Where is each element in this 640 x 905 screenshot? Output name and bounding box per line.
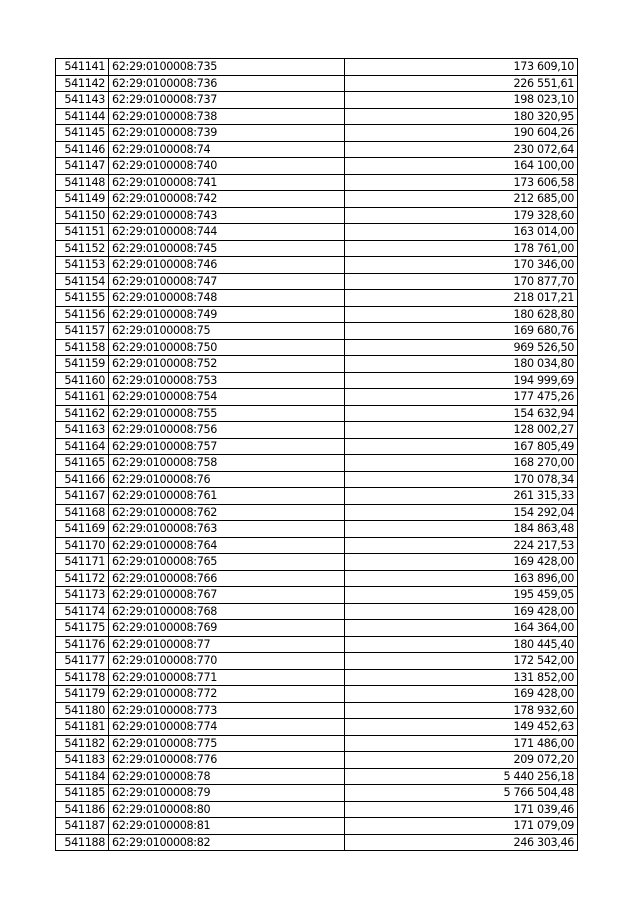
cadastral-value-cell: 5 440 256,18 bbox=[345, 768, 578, 785]
row-number-cell: 541187 bbox=[56, 818, 109, 835]
row-number-cell: 541167 bbox=[56, 488, 109, 505]
cadastral-number-cell: 62:29:0100008:775 bbox=[109, 735, 345, 752]
row-number-cell: 541148 bbox=[56, 174, 109, 191]
cadastral-number-cell: 62:29:0100008:754 bbox=[109, 389, 345, 406]
row-number-cell: 541179 bbox=[56, 686, 109, 703]
table-row bbox=[56, 686, 578, 703]
row-number-cell: 541145 bbox=[56, 125, 109, 142]
row-number-cell: 541172 bbox=[56, 570, 109, 587]
cadastral-value-cell: 180 034,80 bbox=[345, 356, 578, 373]
table-row bbox=[56, 372, 578, 389]
cadastral-number-cell: 62:29:0100008:739 bbox=[109, 125, 345, 142]
row-number-cell: 541163 bbox=[56, 422, 109, 439]
cadastral-number-cell: 62:29:0100008:772 bbox=[109, 686, 345, 703]
row-number-cell: 541186 bbox=[56, 801, 109, 818]
table-row bbox=[56, 257, 578, 274]
cadastral-number-cell: 62:29:0100008:735 bbox=[109, 59, 345, 76]
cadastral-value-cell: 173 609,10 bbox=[345, 59, 578, 76]
cadastral-value-cell: 246 303,46 bbox=[345, 834, 578, 851]
table-row bbox=[56, 818, 578, 835]
cadastral-number-cell: 62:29:0100008:744 bbox=[109, 224, 345, 241]
cadastral-value-cell: 190 604,26 bbox=[345, 125, 578, 142]
table-row bbox=[56, 339, 578, 356]
cadastral-value-cell: 169 428,00 bbox=[345, 554, 578, 571]
cadastral-value-cell: 154 292,04 bbox=[345, 504, 578, 521]
table-row bbox=[56, 75, 578, 92]
table-row bbox=[56, 356, 578, 373]
table-row bbox=[56, 653, 578, 670]
table-row bbox=[56, 554, 578, 571]
cadastral-value-cell: 226 551,61 bbox=[345, 75, 578, 92]
table-row bbox=[56, 174, 578, 191]
table-row bbox=[56, 620, 578, 637]
row-number-cell: 541154 bbox=[56, 273, 109, 290]
cadastral-value-cell: 170 877,70 bbox=[345, 273, 578, 290]
table-row bbox=[56, 306, 578, 323]
row-number-cell: 541170 bbox=[56, 537, 109, 554]
cadastral-value-cell: 131 852,00 bbox=[345, 669, 578, 686]
table-row bbox=[56, 92, 578, 109]
cadastral-number-cell: 62:29:0100008:762 bbox=[109, 504, 345, 521]
cadastral-value-cell: 212 685,00 bbox=[345, 191, 578, 208]
table-row bbox=[56, 488, 578, 505]
cadastral-number-cell: 62:29:0100008:756 bbox=[109, 422, 345, 439]
row-number-cell: 541161 bbox=[56, 389, 109, 406]
row-number-cell: 541142 bbox=[56, 75, 109, 92]
cadastral-number-cell: 62:29:0100008:748 bbox=[109, 290, 345, 307]
table-row bbox=[56, 323, 578, 340]
row-number-cell: 541149 bbox=[56, 191, 109, 208]
table-row bbox=[56, 521, 578, 538]
table-row bbox=[56, 405, 578, 422]
row-number-cell: 541147 bbox=[56, 158, 109, 175]
row-number-cell: 541182 bbox=[56, 735, 109, 752]
cadastral-value-cell: 163 896,00 bbox=[345, 570, 578, 587]
cadastral-value-cell: 171 039,46 bbox=[345, 801, 578, 818]
table-row bbox=[56, 141, 578, 158]
row-number-cell: 541166 bbox=[56, 471, 109, 488]
row-number-cell: 541183 bbox=[56, 752, 109, 769]
cadastral-value-cell: 171 079,09 bbox=[345, 818, 578, 835]
row-number-cell: 541152 bbox=[56, 240, 109, 257]
cadastral-number-cell: 62:29:0100008:768 bbox=[109, 603, 345, 620]
row-number-cell: 541153 bbox=[56, 257, 109, 274]
cadastral-number-cell: 62:29:0100008:742 bbox=[109, 191, 345, 208]
cadastral-number-cell: 62:29:0100008:740 bbox=[109, 158, 345, 175]
cadastral-number-cell: 62:29:0100008:766 bbox=[109, 570, 345, 587]
cadastral-value-cell: 180 445,40 bbox=[345, 636, 578, 653]
cadastral-value-table bbox=[55, 58, 578, 851]
row-number-cell: 541173 bbox=[56, 587, 109, 604]
cadastral-number-cell: 62:29:0100008:764 bbox=[109, 537, 345, 554]
cadastral-value-cell: 180 320,95 bbox=[345, 108, 578, 125]
cadastral-value-cell: 969 526,50 bbox=[345, 339, 578, 356]
cadastral-number-cell: 62:29:0100008:761 bbox=[109, 488, 345, 505]
cadastral-number-cell: 62:29:0100008:774 bbox=[109, 719, 345, 736]
table-row bbox=[56, 224, 578, 241]
cadastral-number-cell: 62:29:0100008:737 bbox=[109, 92, 345, 109]
table-row bbox=[56, 191, 578, 208]
table-row bbox=[56, 59, 578, 76]
row-number-cell: 541175 bbox=[56, 620, 109, 637]
cadastral-number-cell: 62:29:0100008:741 bbox=[109, 174, 345, 191]
cadastral-value-cell: 180 628,80 bbox=[345, 306, 578, 323]
table-row bbox=[56, 702, 578, 719]
row-number-cell: 541188 bbox=[56, 834, 109, 851]
row-number-cell: 541164 bbox=[56, 438, 109, 455]
table-row bbox=[56, 785, 578, 802]
row-number-cell: 541177 bbox=[56, 653, 109, 670]
table-row bbox=[56, 636, 578, 653]
cadastral-value-cell: 164 100,00 bbox=[345, 158, 578, 175]
cadastral-number-cell: 62:29:0100008:746 bbox=[109, 257, 345, 274]
cadastral-number-cell: 62:29:0100008:745 bbox=[109, 240, 345, 257]
cadastral-number-cell: 62:29:0100008:79 bbox=[109, 785, 345, 802]
cadastral-value-cell: 154 632,94 bbox=[345, 405, 578, 422]
cadastral-number-cell: 62:29:0100008:771 bbox=[109, 669, 345, 686]
table-row bbox=[56, 735, 578, 752]
table-row bbox=[56, 240, 578, 257]
cadastral-value-cell: 218 017,21 bbox=[345, 290, 578, 307]
cadastral-value-cell: 167 805,49 bbox=[345, 438, 578, 455]
table-row bbox=[56, 207, 578, 224]
table-row bbox=[56, 669, 578, 686]
row-number-cell: 541174 bbox=[56, 603, 109, 620]
cadastral-number-cell: 62:29:0100008:773 bbox=[109, 702, 345, 719]
cadastral-value-cell: 209 072,20 bbox=[345, 752, 578, 769]
table-row bbox=[56, 801, 578, 818]
cadastral-value-cell: 5 766 504,48 bbox=[345, 785, 578, 802]
row-number-cell: 541162 bbox=[56, 405, 109, 422]
cadastral-number-cell: 62:29:0100008:749 bbox=[109, 306, 345, 323]
cadastral-number-cell: 62:29:0100008:77 bbox=[109, 636, 345, 653]
cadastral-value-cell: 169 428,00 bbox=[345, 603, 578, 620]
cadastral-value-cell: 171 486,00 bbox=[345, 735, 578, 752]
table-row bbox=[56, 834, 578, 851]
table-row bbox=[56, 570, 578, 587]
row-number-cell: 541160 bbox=[56, 372, 109, 389]
cadastral-number-cell: 62:29:0100008:752 bbox=[109, 356, 345, 373]
table-row bbox=[56, 603, 578, 620]
row-number-cell: 541165 bbox=[56, 455, 109, 472]
row-number-cell: 541171 bbox=[56, 554, 109, 571]
row-number-cell: 541158 bbox=[56, 339, 109, 356]
cadastral-number-cell: 62:29:0100008:763 bbox=[109, 521, 345, 538]
table-row bbox=[56, 108, 578, 125]
cadastral-value-cell: 178 761,00 bbox=[345, 240, 578, 257]
cadastral-value-cell: 224 217,53 bbox=[345, 537, 578, 554]
cadastral-number-cell: 62:29:0100008:755 bbox=[109, 405, 345, 422]
cadastral-value-cell: 177 475,26 bbox=[345, 389, 578, 406]
cadastral-value-cell: 173 606,58 bbox=[345, 174, 578, 191]
cadastral-number-cell: 62:29:0100008:76 bbox=[109, 471, 345, 488]
row-number-cell: 541176 bbox=[56, 636, 109, 653]
row-number-cell: 541184 bbox=[56, 768, 109, 785]
row-number-cell: 541155 bbox=[56, 290, 109, 307]
row-number-cell: 541168 bbox=[56, 504, 109, 521]
row-number-cell: 541143 bbox=[56, 92, 109, 109]
table-row bbox=[56, 125, 578, 142]
cadastral-value-cell: 163 014,00 bbox=[345, 224, 578, 241]
cadastral-value-cell: 164 364,00 bbox=[345, 620, 578, 637]
cadastral-value-cell: 169 680,76 bbox=[345, 323, 578, 340]
table-row bbox=[56, 290, 578, 307]
cadastral-value-cell: 170 078,34 bbox=[345, 471, 578, 488]
cadastral-value-cell: 169 428,00 bbox=[345, 686, 578, 703]
cadastral-value-cell: 230 072,64 bbox=[345, 141, 578, 158]
cadastral-number-cell: 62:29:0100008:736 bbox=[109, 75, 345, 92]
cadastral-value-cell: 261 315,33 bbox=[345, 488, 578, 505]
cadastral-value-cell: 128 002,27 bbox=[345, 422, 578, 439]
row-number-cell: 541169 bbox=[56, 521, 109, 538]
row-number-cell: 541144 bbox=[56, 108, 109, 125]
cadastral-value-cell: 172 542,00 bbox=[345, 653, 578, 670]
cadastral-value-cell: 184 863,48 bbox=[345, 521, 578, 538]
cadastral-value-cell: 149 452,63 bbox=[345, 719, 578, 736]
cadastral-number-cell: 62:29:0100008:738 bbox=[109, 108, 345, 125]
row-number-cell: 541146 bbox=[56, 141, 109, 158]
row-number-cell: 541150 bbox=[56, 207, 109, 224]
table-row bbox=[56, 455, 578, 472]
cadastral-number-cell: 62:29:0100008:769 bbox=[109, 620, 345, 637]
table-row bbox=[56, 422, 578, 439]
cadastral-number-cell: 62:29:0100008:743 bbox=[109, 207, 345, 224]
cadastral-number-cell: 62:29:0100008:757 bbox=[109, 438, 345, 455]
table-row bbox=[56, 587, 578, 604]
cadastral-number-cell: 62:29:0100008:758 bbox=[109, 455, 345, 472]
cadastral-value-cell: 195 459,05 bbox=[345, 587, 578, 604]
table-row bbox=[56, 158, 578, 175]
cadastral-number-cell: 62:29:0100008:80 bbox=[109, 801, 345, 818]
cadastral-number-cell: 62:29:0100008:78 bbox=[109, 768, 345, 785]
table-row bbox=[56, 389, 578, 406]
cadastral-number-cell: 62:29:0100008:765 bbox=[109, 554, 345, 571]
cadastral-number-cell: 62:29:0100008:767 bbox=[109, 587, 345, 604]
row-number-cell: 541185 bbox=[56, 785, 109, 802]
table-body bbox=[56, 59, 578, 851]
cadastral-number-cell: 62:29:0100008:776 bbox=[109, 752, 345, 769]
row-number-cell: 541178 bbox=[56, 669, 109, 686]
cadastral-number-cell: 62:29:0100008:750 bbox=[109, 339, 345, 356]
cadastral-number-cell: 62:29:0100008:75 bbox=[109, 323, 345, 340]
table-row bbox=[56, 438, 578, 455]
cadastral-value-cell: 179 328,60 bbox=[345, 207, 578, 224]
row-number-cell: 541141 bbox=[56, 59, 109, 76]
row-number-cell: 541151 bbox=[56, 224, 109, 241]
cadastral-number-cell: 62:29:0100008:753 bbox=[109, 372, 345, 389]
row-number-cell: 541159 bbox=[56, 356, 109, 373]
cadastral-number-cell: 62:29:0100008:82 bbox=[109, 834, 345, 851]
table-row bbox=[56, 537, 578, 554]
cadastral-number-cell: 62:29:0100008:747 bbox=[109, 273, 345, 290]
row-number-cell: 541181 bbox=[56, 719, 109, 736]
cadastral-number-cell: 62:29:0100008:770 bbox=[109, 653, 345, 670]
table-row bbox=[56, 768, 578, 785]
cadastral-value-cell: 194 999,69 bbox=[345, 372, 578, 389]
cadastral-value-cell: 178 932,60 bbox=[345, 702, 578, 719]
row-number-cell: 541157 bbox=[56, 323, 109, 340]
row-number-cell: 541156 bbox=[56, 306, 109, 323]
table-row bbox=[56, 273, 578, 290]
cadastral-value-cell: 168 270,00 bbox=[345, 455, 578, 472]
row-number-cell: 541180 bbox=[56, 702, 109, 719]
cadastral-number-cell: 62:29:0100008:74 bbox=[109, 141, 345, 158]
table-row bbox=[56, 504, 578, 521]
cadastral-number-cell: 62:29:0100008:81 bbox=[109, 818, 345, 835]
cadastral-value-cell: 170 346,00 bbox=[345, 257, 578, 274]
cadastral-value-cell: 198 023,10 bbox=[345, 92, 578, 109]
table-row bbox=[56, 471, 578, 488]
table-row bbox=[56, 719, 578, 736]
table-row bbox=[56, 752, 578, 769]
